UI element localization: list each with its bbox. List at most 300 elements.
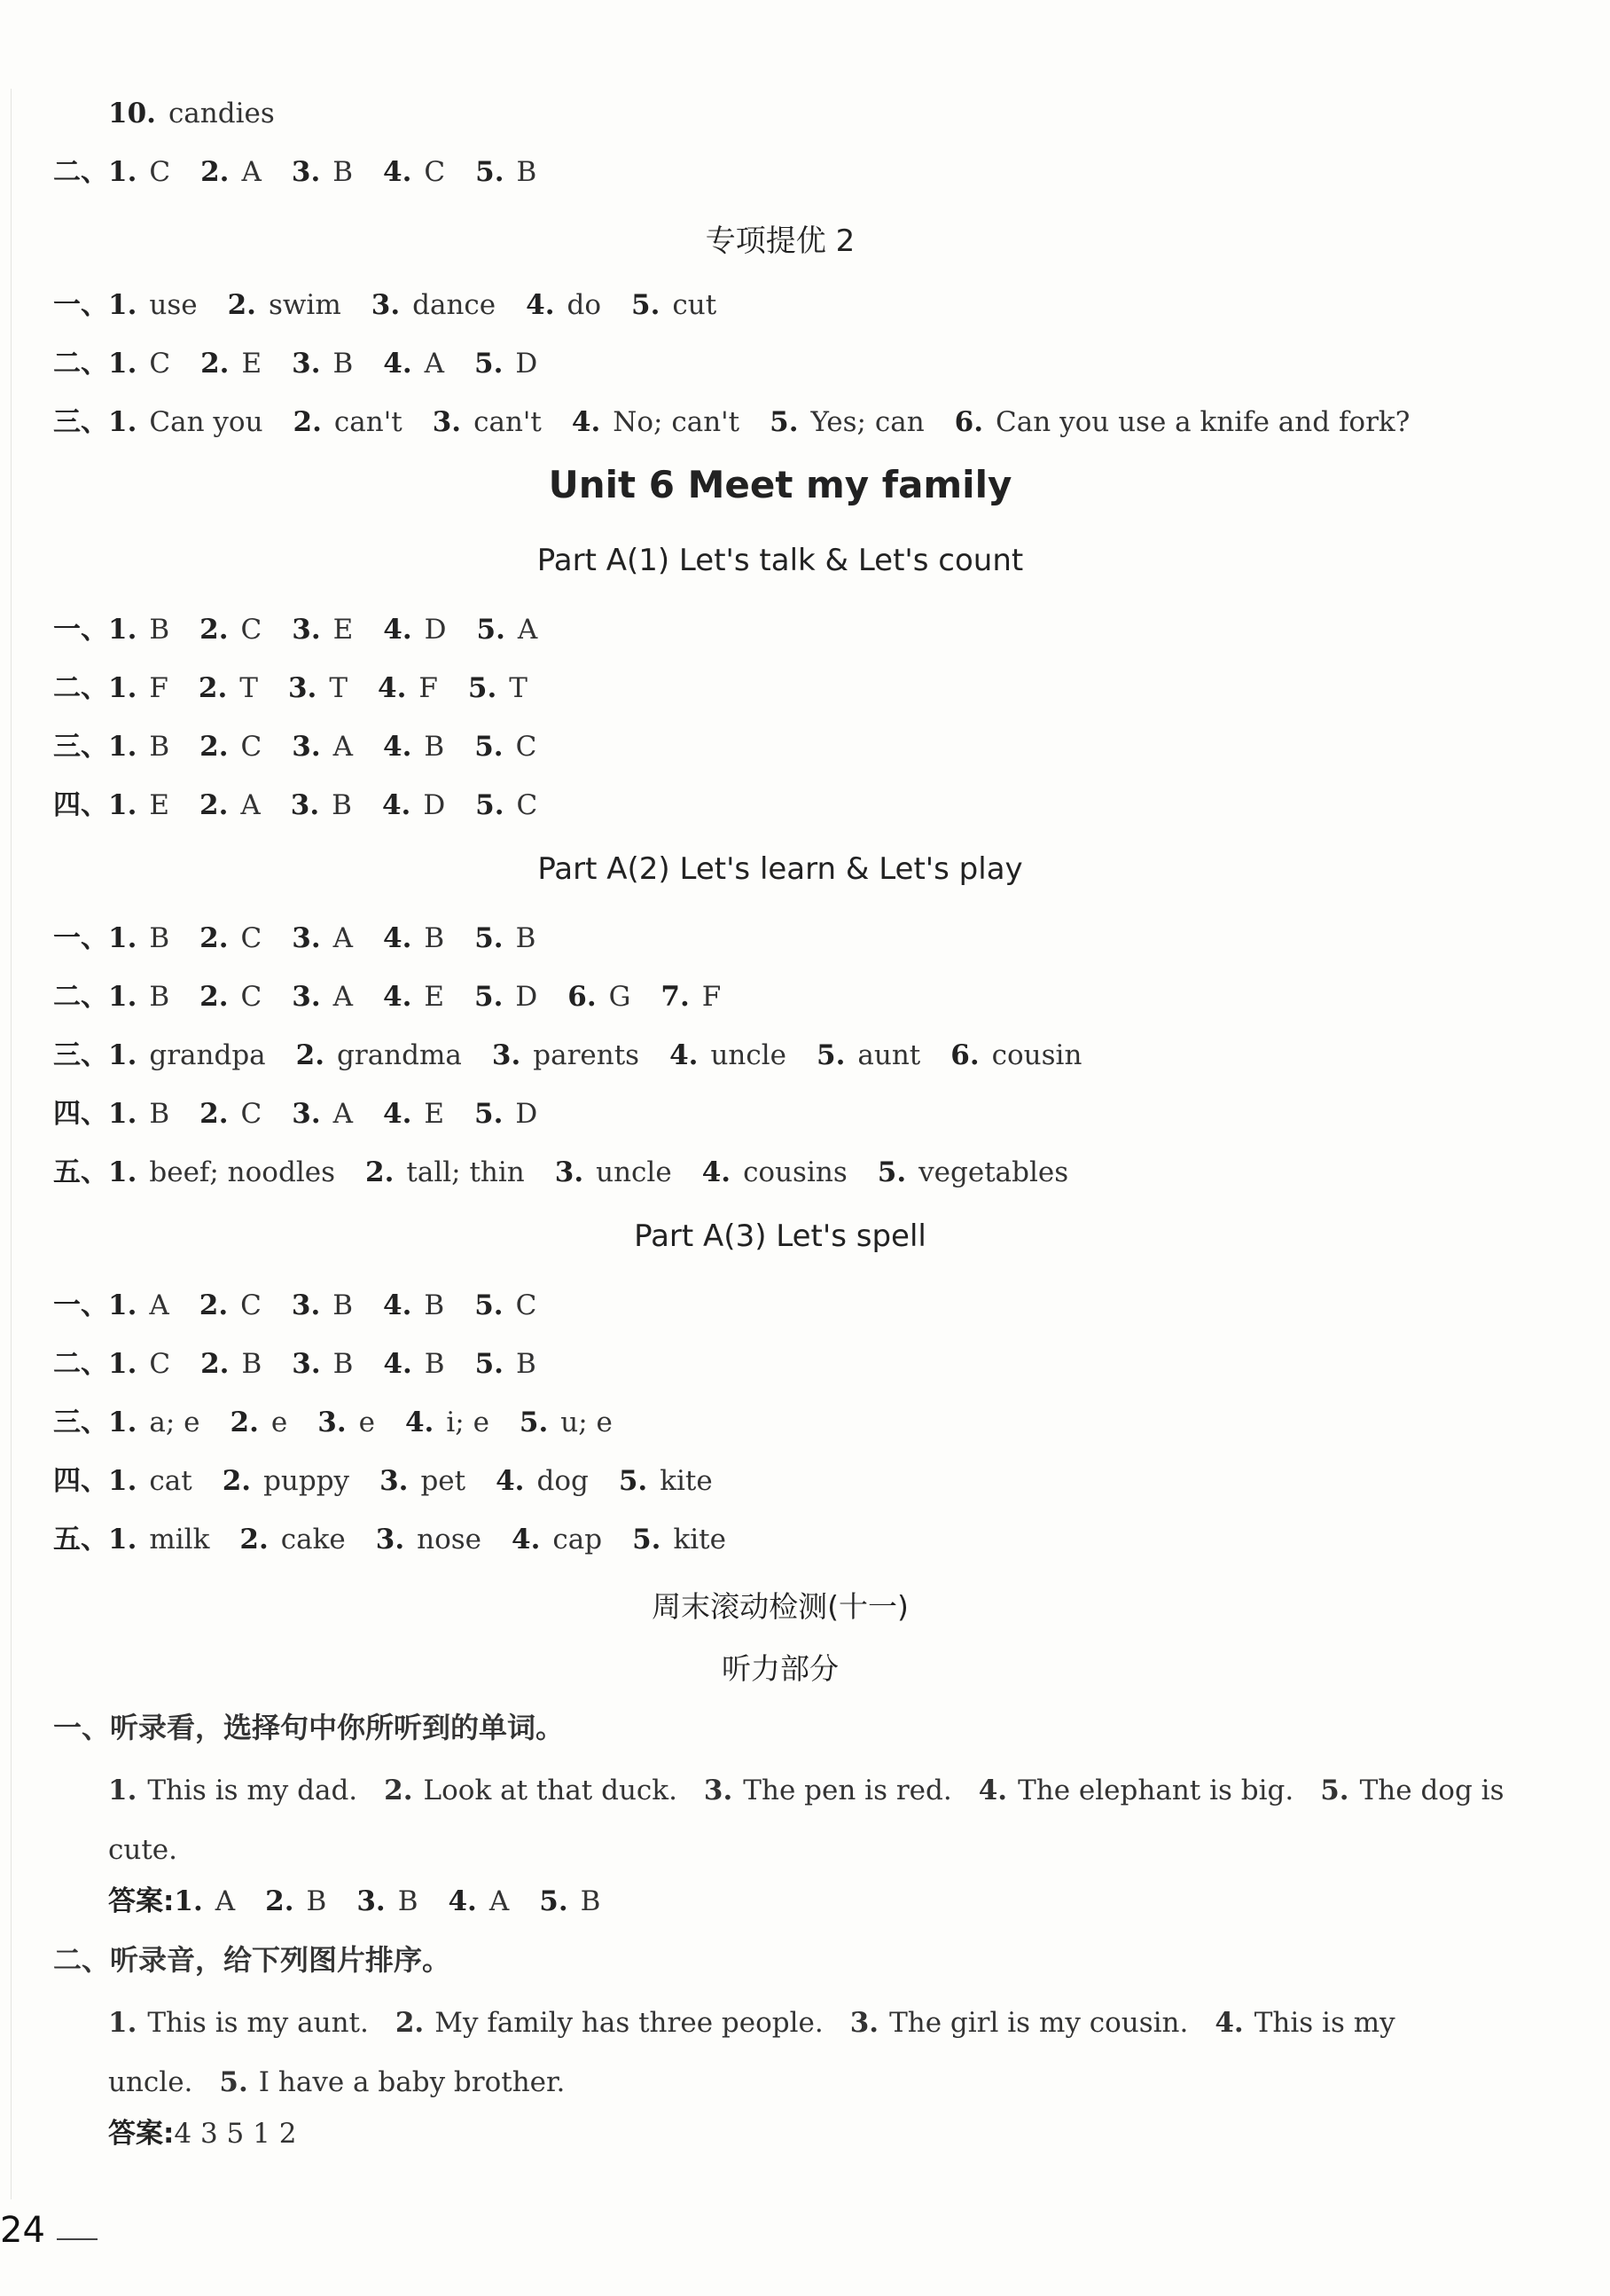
section-number: 二、 <box>53 981 108 1013</box>
part-a2-title: Part A(2) Let's learn & Let's play <box>537 851 1023 887</box>
item-number: 5. <box>474 981 504 1013</box>
answer-item <box>200 346 262 381</box>
item-text: A <box>149 1289 169 1321</box>
item-number: 2. <box>365 1156 395 1188</box>
item-number: 1. <box>108 289 137 321</box>
item-text: C <box>240 1289 262 1321</box>
answer-item <box>955 404 1411 440</box>
item-text: No; can't <box>613 406 740 438</box>
answer-item <box>555 1155 672 1190</box>
answer-item <box>371 287 496 323</box>
answer-item <box>383 612 446 647</box>
answer-item <box>108 1522 209 1557</box>
item-number: 1. <box>108 789 137 821</box>
answer-item <box>383 1096 444 1132</box>
page-number: 24 <box>0 2210 45 2251</box>
section-number: 一、 <box>53 1289 108 1321</box>
item-text: cake <box>280 1524 346 1555</box>
section-number: 一、 <box>53 289 108 321</box>
item-text: Can you <box>149 406 263 438</box>
answer-item <box>228 287 341 323</box>
item-number: 2. <box>395 2007 425 2039</box>
item-text: B <box>515 1348 536 1380</box>
answer-item <box>292 346 353 381</box>
item-number: 4. <box>669 1039 699 1071</box>
item-number: 3. <box>292 1098 321 1130</box>
item-number: 2. <box>227 289 256 321</box>
item-text: milk <box>149 1524 210 1555</box>
item-text: cousins <box>743 1156 848 1188</box>
answer-item <box>108 1288 169 1323</box>
item-text: T <box>509 672 528 704</box>
item-text: do <box>567 289 602 321</box>
item-number: 4. <box>381 789 411 821</box>
answer-line <box>53 1522 1575 1557</box>
item-number: 3. <box>703 1775 733 1806</box>
answer-item <box>200 1346 262 1382</box>
section-number: 五、 <box>53 1156 108 1188</box>
answer-item <box>292 1096 353 1132</box>
answer-item <box>475 788 537 823</box>
item-number: 3. <box>491 1039 521 1071</box>
item-text: C <box>515 1289 537 1321</box>
item-text: B <box>580 1885 601 1917</box>
item-text: F <box>701 981 722 1013</box>
item-text: B <box>149 614 170 646</box>
item-text: T <box>329 672 348 704</box>
item-number: 3. <box>432 406 462 438</box>
answer-item <box>199 729 262 764</box>
item-text: pet <box>420 1465 466 1497</box>
item-text: grandma <box>337 1039 462 1071</box>
answer-item <box>496 1463 589 1499</box>
item-number: 5. <box>474 1348 504 1380</box>
item-number: 4. <box>383 1348 412 1380</box>
item-text: Can you use a knife and fork? <box>996 406 1411 438</box>
answer-line <box>53 788 1575 823</box>
item-number: 10. <box>108 98 156 129</box>
item-text: dance <box>412 289 496 321</box>
answer-item <box>291 788 352 823</box>
answer-item <box>199 1096 262 1132</box>
answer-item <box>376 1522 481 1557</box>
item-text: This is my uncle. <box>108 2007 1395 2098</box>
item-number: 5. <box>467 672 497 704</box>
item-text: B <box>424 731 445 763</box>
answer-line <box>53 287 1575 323</box>
weekly-test-title: 周末滚动检测(十一) <box>652 1589 909 1624</box>
item-number: 6. <box>567 981 597 1013</box>
item-text: A <box>332 981 354 1013</box>
item-number: 2. <box>199 922 229 954</box>
answer-line <box>108 96 1575 131</box>
item-number: 4. <box>701 1156 731 1188</box>
section-number: 四、 <box>53 1098 108 1130</box>
item-text: B <box>149 922 170 954</box>
item-text: B <box>424 1348 445 1380</box>
answer-item <box>108 1155 335 1190</box>
item-number: 1. <box>108 1775 137 1806</box>
item-number: 4. <box>383 156 412 188</box>
item-number: 6. <box>950 1039 980 1071</box>
item-text: Look at that duck. <box>423 1775 677 1806</box>
item-text: B <box>149 731 170 763</box>
answer-item <box>572 404 739 440</box>
answer-item <box>239 1522 345 1557</box>
item-number: 6. <box>954 406 984 438</box>
item-number: 5. <box>770 406 799 438</box>
answer-item <box>108 1775 357 1806</box>
item-text: A <box>517 614 538 646</box>
item-text: A <box>332 1098 354 1130</box>
answer-item <box>199 1288 262 1323</box>
answer-item <box>108 404 263 440</box>
answer-item <box>317 1405 375 1440</box>
answer-item <box>468 670 528 706</box>
item-text: B <box>424 1289 445 1321</box>
answer-line <box>53 1155 1575 1190</box>
answer-item <box>293 404 402 440</box>
answer-item <box>108 979 169 1015</box>
item-number: 2. <box>199 981 229 1013</box>
item-text: B <box>241 1348 262 1380</box>
item-text: can't <box>333 406 402 438</box>
answer-item <box>474 1288 536 1323</box>
section-number: 三、 <box>53 731 108 763</box>
item-number: 2. <box>222 1465 252 1497</box>
answer-value: 4 3 5 1 2 <box>174 2118 297 2150</box>
answer-item <box>292 612 353 647</box>
item-text: E <box>241 348 262 380</box>
item-number: 1. <box>108 672 137 704</box>
page-edge-line <box>11 89 12 2199</box>
answer-item <box>378 670 438 706</box>
answer-item <box>475 154 536 190</box>
item-text: C <box>240 1098 262 1130</box>
item-number: 2. <box>199 731 229 763</box>
item-number: 2. <box>239 1524 269 1555</box>
item-text: e <box>358 1407 375 1438</box>
item-text: i; e <box>446 1407 489 1438</box>
item-text: B <box>332 789 352 821</box>
answer-item <box>632 1522 726 1557</box>
answer-line <box>53 1405 1575 1440</box>
answer-item <box>108 1463 192 1499</box>
item-number: 4. <box>378 672 407 704</box>
item-number: 1. <box>108 1039 137 1071</box>
item-number: 2. <box>199 1289 229 1321</box>
answer-line <box>53 729 1575 764</box>
item-number: 3. <box>371 289 401 321</box>
answer-item <box>526 287 601 323</box>
section-number: 三、 <box>53 406 108 438</box>
answer-line <box>53 1288 1575 1323</box>
section-number: 五、 <box>53 1524 108 1555</box>
answer-line <box>53 1346 1575 1382</box>
item-number: 4. <box>448 1885 477 1917</box>
answer-item <box>296 1038 462 1073</box>
answer-item <box>539 1884 600 1919</box>
item-number: 4. <box>496 1465 525 1497</box>
answer-item <box>108 1096 169 1132</box>
answer-item <box>512 1522 602 1557</box>
item-number: 4. <box>383 1289 412 1321</box>
answer-item <box>383 729 444 764</box>
item-number: 2. <box>200 1348 230 1380</box>
item-text: cut <box>672 289 717 321</box>
item-text: kite <box>673 1524 726 1555</box>
item-number: 1. <box>108 1156 137 1188</box>
item-number: 2. <box>200 156 230 188</box>
listening-title: 听力部分 <box>722 1651 839 1686</box>
item-text: D <box>423 789 446 821</box>
item-number: 2. <box>199 1098 229 1130</box>
part-a3-title: Part A(3) Let's spell <box>634 1219 926 1254</box>
item-text: E <box>149 789 170 821</box>
item-text: B <box>424 922 445 954</box>
item-text: The elephant is big. <box>1018 1775 1294 1806</box>
item-number: 5. <box>219 2066 248 2098</box>
item-text: The girl is my cousin. <box>889 2007 1189 2039</box>
item-number: 1. <box>108 1289 137 1321</box>
item-number: 3. <box>554 1156 584 1188</box>
answer-line <box>53 1096 1575 1132</box>
item-number: 1. <box>108 614 137 646</box>
answer-item <box>356 1884 418 1919</box>
item-text: C <box>424 156 446 188</box>
item-number: 4. <box>383 922 412 954</box>
question-1-transcript <box>108 1761 1509 1880</box>
item-text: A <box>332 922 354 954</box>
item-number: 1. <box>108 2007 137 2039</box>
item-number: 5. <box>632 1524 661 1555</box>
item-text: uncle <box>596 1156 672 1188</box>
item-text: B <box>332 1289 354 1321</box>
item-text: E <box>332 614 354 646</box>
item-text: This is my aunt. <box>147 2007 369 2039</box>
answer-item <box>383 346 444 381</box>
item-number: 4. <box>526 289 555 321</box>
item-number: 5. <box>618 1465 648 1497</box>
answer-item <box>384 1775 677 1806</box>
answer-line <box>53 1038 1575 1073</box>
item-number: 5. <box>476 614 505 646</box>
item-number: 4. <box>383 731 412 763</box>
item-text: uncle <box>710 1039 787 1071</box>
item-number: 5. <box>877 1156 907 1188</box>
item-text: A <box>240 789 261 821</box>
item-number: 2. <box>200 348 230 380</box>
item-number: 1. <box>108 156 137 188</box>
item-text: This is my dad. <box>147 1775 358 1806</box>
answer-item <box>669 1038 786 1073</box>
section-number: 三、 <box>53 1407 108 1438</box>
item-text: B <box>332 348 354 380</box>
section-number: 一、 <box>53 922 108 954</box>
item-number: 3. <box>292 731 321 763</box>
answer-item <box>660 979 721 1015</box>
answer-item <box>704 1775 952 1806</box>
item-number: 1. <box>108 406 137 438</box>
answer-item <box>199 612 262 647</box>
answer-item <box>199 921 262 956</box>
answer-item <box>292 1346 353 1382</box>
answer-item <box>383 154 445 190</box>
item-number: 3. <box>849 2007 879 2039</box>
item-text: A <box>332 731 354 763</box>
item-number: 5. <box>474 922 504 954</box>
item-number: 2. <box>265 1885 294 1917</box>
item-number: 4. <box>1215 2007 1244 2039</box>
answer-line <box>53 1463 1575 1499</box>
item-number: 5. <box>519 1407 549 1438</box>
item-text: B <box>397 1885 418 1917</box>
item-text: aunt <box>857 1039 921 1071</box>
item-text: B <box>306 1885 327 1917</box>
item-text: candies <box>168 98 275 129</box>
answer-item <box>405 1405 489 1440</box>
answer-label: 答案: <box>108 2118 175 2150</box>
answer-item <box>878 1155 1068 1190</box>
answer-item <box>474 346 537 381</box>
item-text: B <box>149 1098 170 1130</box>
answer-item <box>108 729 169 764</box>
item-number: 1. <box>108 731 137 763</box>
answer-item <box>383 1346 444 1382</box>
answer-item <box>475 1346 536 1382</box>
answer-item <box>288 670 348 706</box>
answer-item <box>108 921 169 956</box>
section-number: 二、 <box>53 1348 108 1380</box>
item-number: 4. <box>404 1407 434 1438</box>
answer-item <box>292 1288 353 1323</box>
answer-line <box>53 921 1575 956</box>
item-number: 3. <box>292 922 321 954</box>
answer-item <box>108 670 168 706</box>
page-number-rule <box>57 2238 98 2240</box>
answer-item <box>383 979 444 1015</box>
item-number: 3. <box>290 789 320 821</box>
item-number: 3. <box>291 1289 321 1321</box>
answer-item <box>108 1346 170 1382</box>
answer-item <box>492 1038 639 1073</box>
item-number: 1. <box>174 1885 203 1917</box>
item-text: C <box>516 789 538 821</box>
item-text: Yes; can <box>810 406 925 438</box>
item-text: u; e <box>560 1407 613 1438</box>
answer-item <box>379 1463 465 1499</box>
item-text: The pen is red. <box>743 1775 952 1806</box>
answer-item <box>174 1884 235 1919</box>
answer-item <box>108 1038 266 1073</box>
item-text: D <box>515 348 538 380</box>
answer-item <box>108 1405 200 1440</box>
item-text: tall; thin <box>406 1156 525 1188</box>
section-number: 三、 <box>53 1039 108 1071</box>
question-1-prompt: 一、听录看，选择句中你所听到的单词。 <box>53 1711 565 1744</box>
item-number: 2. <box>293 406 322 438</box>
item-number: 3. <box>317 1407 347 1438</box>
item-text: The dog is cute. <box>108 1775 1504 1866</box>
answer-item <box>108 287 198 323</box>
item-text: D <box>515 981 538 1013</box>
item-text: a; e <box>149 1407 200 1438</box>
answer-line <box>53 346 1575 381</box>
item-number: 4. <box>383 614 412 646</box>
item-number: 4. <box>383 348 412 380</box>
answer-item <box>520 1405 613 1440</box>
item-text: E <box>424 1098 445 1130</box>
item-number: 1. <box>108 1348 137 1380</box>
answer-item <box>108 612 169 647</box>
item-number: 1. <box>108 981 137 1013</box>
answer-item <box>292 729 353 764</box>
item-text: B <box>332 1348 354 1380</box>
item-text: vegetables <box>918 1156 1069 1188</box>
answer-item <box>448 1884 509 1919</box>
item-number: 5. <box>474 1289 504 1321</box>
item-number: 5. <box>817 1039 846 1071</box>
item-number: 5. <box>539 1885 568 1917</box>
answer-item <box>474 1096 537 1132</box>
item-number: 4. <box>978 1775 1008 1806</box>
item-number: 2. <box>198 672 228 704</box>
item-number: 3. <box>287 672 317 704</box>
item-number: 5. <box>474 731 504 763</box>
section-number: 四、 <box>53 1465 108 1497</box>
answer-line <box>53 670 1575 706</box>
part-a1-title: Part A(1) Let's talk & Let's count <box>536 543 1024 578</box>
item-text: B <box>516 156 537 188</box>
answer-item <box>979 1775 1294 1806</box>
item-text: nose <box>417 1524 482 1555</box>
item-text: A <box>241 156 262 188</box>
item-text: D <box>424 614 447 646</box>
item-number: 3. <box>292 1348 321 1380</box>
answer-item <box>223 1463 349 1499</box>
item-number: 5. <box>474 1098 504 1130</box>
item-text: B <box>149 981 170 1013</box>
answer-item <box>850 2007 1189 2039</box>
answer-item <box>231 1405 288 1440</box>
item-text: D <box>515 1098 538 1130</box>
item-text: grandpa <box>149 1039 266 1071</box>
answer-item <box>474 729 536 764</box>
answer-item <box>631 287 716 323</box>
item-number: 4. <box>571 406 601 438</box>
answer-item <box>292 154 353 190</box>
item-text: F <box>418 672 438 704</box>
answer-item <box>108 346 170 381</box>
item-number: 5. <box>474 348 504 380</box>
item-text: puppy <box>263 1465 350 1497</box>
item-text: A <box>488 1885 510 1917</box>
item-number: 5. <box>631 289 660 321</box>
item-text: A <box>424 348 445 380</box>
section-number: 二、 <box>53 348 108 380</box>
item-text: C <box>149 1348 171 1380</box>
item-text: kite <box>660 1465 713 1497</box>
item-number: 4. <box>512 1524 541 1555</box>
item-text: C <box>240 731 262 763</box>
answer-item <box>433 404 542 440</box>
answer-item <box>108 788 169 823</box>
item-text: C <box>240 981 262 1013</box>
item-number: 5. <box>475 789 504 821</box>
item-number: 1. <box>108 922 137 954</box>
answer-item <box>108 96 275 131</box>
answer-item <box>477 612 538 647</box>
